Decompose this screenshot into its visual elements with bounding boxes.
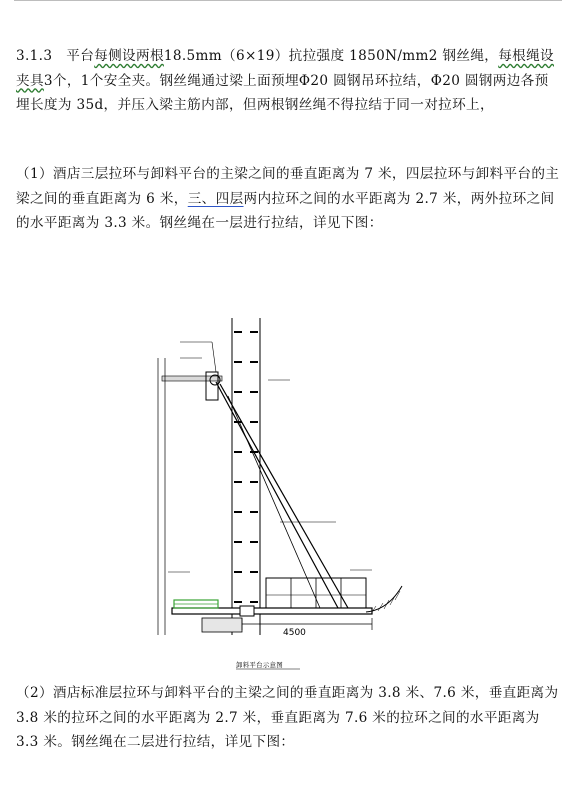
- paragraph2-rest: 两内拉环之间的水平距离为 2.7 米，两外拉环之间的水平距离为 3.3 米。钢丝绳在一层进行拉结，详见下图：: [16, 190, 555, 231]
- platform-diagram-drawing: [150, 300, 420, 680]
- dimension-label: 4500: [283, 628, 306, 638]
- platform-diagram: [150, 300, 420, 680]
- column-floor-marks: [234, 332, 258, 602]
- paragraph-1: [16, 162, 562, 236]
- paragraph1-rest: 3个，1个安全夹。钢丝绳通过梁上面预埋Φ20 圆钢吊环拉结，Φ20 圆钢两边各预埋长度为 35d，并压入梁主筋内部，但两根钢丝绳不得拉结于同一对拉环上，: [16, 72, 549, 113]
- paragraph-3-1-3: [16, 44, 562, 118]
- wire-rope-secondary: [228, 396, 320, 608]
- paragraph2-underlined: 三、四层: [187, 190, 244, 207]
- paragraph1-wavy-text-1: 每侧设两根: [94, 48, 164, 64]
- header-rule: [14, 0, 562, 1]
- paragraph-2: （2）酒店标准层拉环与卸料平台的主梁之间的垂直距离为 3.8 米、7.6 米，垂直距离为 3.8 米的拉环之间的水平距离为 2.7 米，垂直距离为 7.6 米的拉环之间的水平距离为 3.3 米。钢丝绳在二层进行拉结，详见下图：: [16, 685, 559, 750]
- lower-slab: [202, 618, 242, 632]
- hatch-lines: [372, 591, 400, 612]
- beam-support: [240, 606, 254, 616]
- paragraph2-prefix: （1）酒店三层拉环与卸料平台的主梁之间的垂直距离为 7 米，四层拉环与卸料平台的主梁之间的垂直距离为 6 米，: [16, 166, 560, 207]
- upper-slab: [162, 376, 222, 381]
- wire-rope-outer: [216, 382, 338, 608]
- wire-rope-inner: [220, 384, 348, 608]
- main-beam: [172, 608, 372, 614]
- leader-line-top-2: [212, 342, 216, 372]
- figure-caption: 卸料平台示意图: [236, 661, 283, 669]
- paragraph1-wavy-text-2: 每根绳设夹具: [16, 48, 554, 89]
- paragraph1-mid: 18.5mm（6×19）抗拉强度 1850N/mm2 钢丝绳，: [163, 48, 499, 64]
- paragraph1-prefix: 3.1.3 平台: [16, 48, 95, 64]
